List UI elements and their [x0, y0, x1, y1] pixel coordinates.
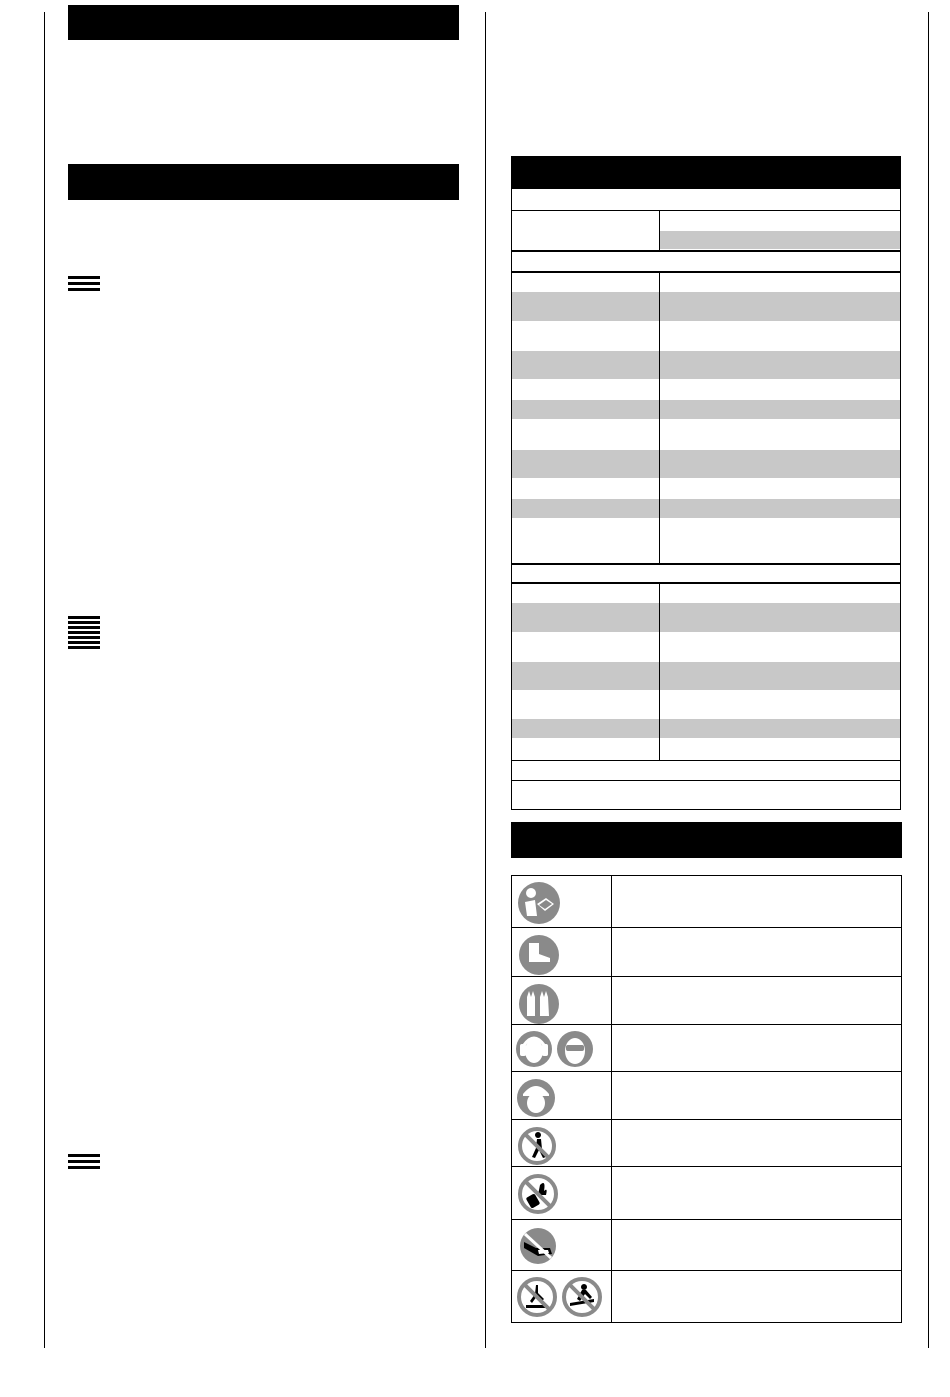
column-rule-middle: [485, 12, 486, 1348]
table-row: [512, 518, 900, 563]
table-row: [512, 273, 900, 292]
no-bystanders-icon: [516, 1124, 562, 1170]
helmet-icon: [516, 1076, 562, 1122]
table-row: [512, 292, 900, 321]
column-rule-right: [928, 12, 929, 1348]
triple-line-icon: [68, 276, 100, 294]
symbol-row: [512, 1166, 901, 1219]
spec-table: [511, 156, 901, 810]
symbol-row: [512, 1219, 901, 1270]
table-row: [512, 478, 900, 499]
table-row: [512, 632, 900, 662]
symbol-row: [512, 1071, 901, 1119]
gloves-icon: [516, 981, 562, 1027]
table-row: [512, 690, 900, 719]
no-hand-near-blade-icon: [516, 1224, 562, 1270]
table-row: [512, 450, 900, 478]
symbol-row: [512, 1119, 901, 1166]
table-row: [512, 211, 900, 251]
table-row: [512, 419, 900, 450]
table-row: [512, 662, 900, 690]
symbols-table: [511, 875, 902, 1323]
no-fire-icon: [516, 1171, 562, 1217]
table-row: [512, 400, 900, 419]
many-line-icon: [68, 616, 100, 651]
section-bar-2: [68, 164, 459, 200]
table-row: [512, 379, 900, 400]
triple-line-icon: [68, 1154, 100, 1172]
table-row: [512, 351, 900, 379]
no-unsafe-footing-icon: [516, 1275, 606, 1319]
table-row: [512, 603, 900, 632]
read-manual-icon: [516, 880, 562, 926]
symbols-section-bar: [511, 822, 902, 858]
table-row: [512, 738, 900, 760]
safety-boots-icon: [516, 932, 562, 978]
symbol-row: [512, 876, 901, 927]
symbol-row: [512, 1270, 901, 1323]
table-row: [512, 321, 900, 351]
column-rule-left: [44, 12, 45, 1348]
symbol-row: [512, 927, 901, 976]
table-row: [512, 499, 900, 518]
table-row: [512, 719, 900, 738]
table-row: [512, 584, 900, 603]
section-bar-1: [68, 5, 459, 40]
ear-and-eye-protection-icon: [516, 1029, 596, 1069]
spec-table-header: [512, 157, 900, 189]
symbol-row: [512, 976, 901, 1024]
symbol-row: [512, 1024, 901, 1071]
